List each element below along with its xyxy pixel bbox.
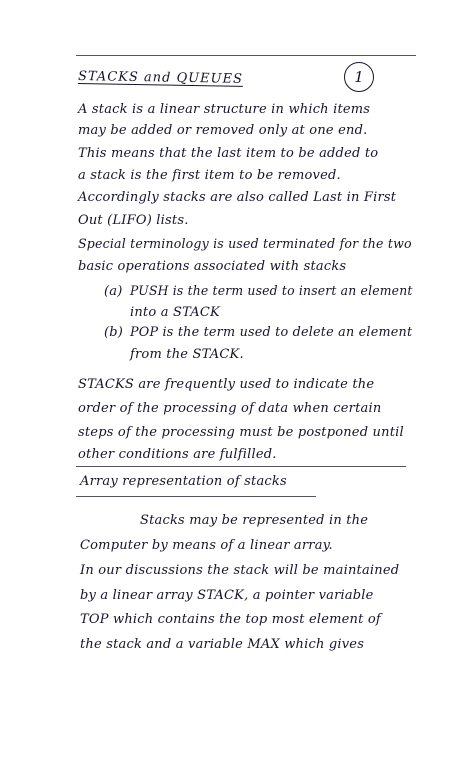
paragraph-3-line: STACKS are frequently used to indicate the — [78, 377, 375, 392]
list-item-line: PUSH is the term used to insert an element — [130, 284, 413, 299]
paragraph-1-line: This means that the last item to be added to — [78, 146, 379, 161]
paragraph-4-line: Stacks may be represented in the — [140, 513, 369, 528]
list-item-line: from the STACK. — [130, 347, 244, 362]
list-item-line: into a STACK — [130, 305, 220, 320]
paragraph-1-line: may be added or removed only at one end. — [78, 123, 368, 138]
page-title: STACKS and QUEUES — [77, 69, 244, 87]
paragraph-1-line: a stack is the first item to be removed. — [78, 168, 341, 183]
page-number: 1 — [344, 62, 374, 92]
paragraph-2-line: basic operations associated with stacks — [78, 259, 347, 274]
paragraph-4-line: TOP which contains the top most element of — [80, 612, 381, 627]
list-item-line: POP is the term used to delete an element — [130, 325, 413, 340]
top-rule — [76, 55, 416, 56]
paragraph-4-line: by a linear array STACK, a pointer variable — [80, 588, 374, 603]
section-heading: Array representation of stacks — [80, 474, 287, 489]
paragraph-4-line: In our discussions the stack will be maintained — [80, 563, 400, 578]
paragraph-1-line: A stack is a linear structure in which items — [78, 102, 371, 117]
paragraph-1-line: Out (LIFO) lists. — [78, 213, 189, 228]
paragraph-3-line: steps of the processing must be postponed until — [78, 425, 404, 440]
paragraph-1-line: Accordingly stacks are also called Last in First — [78, 190, 397, 205]
paragraph-4-line: Computer by means of a linear array. — [80, 538, 333, 553]
list-item-marker: (a) — [104, 284, 123, 299]
paragraph-3-line: order of the processing of data when certain — [78, 401, 382, 416]
section-rule-top — [76, 466, 406, 467]
list-item-marker: (b) — [104, 325, 124, 340]
section-rule-bottom — [76, 496, 316, 497]
paragraph-2-line: Special terminology is used terminated for the two — [78, 237, 412, 252]
paragraph-3-line: other conditions are fulfilled. — [78, 447, 277, 462]
paragraph-4-line: the stack and a variable MAX which gives — [80, 637, 365, 652]
